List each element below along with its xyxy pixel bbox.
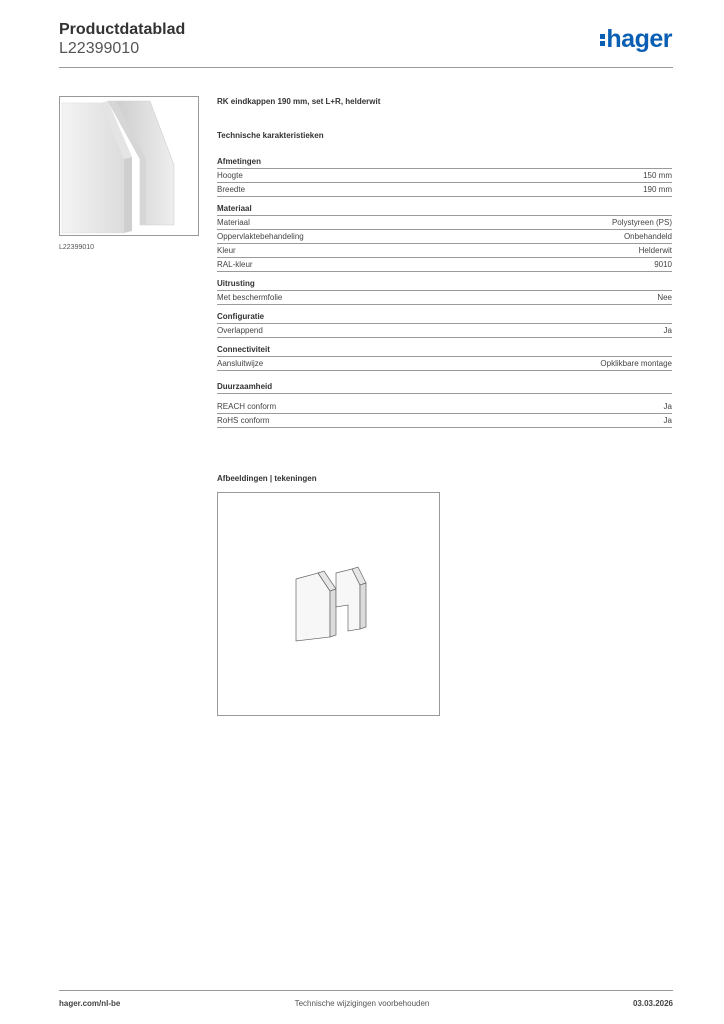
spec-value: 9010 — [654, 260, 672, 269]
product-image — [59, 96, 199, 236]
product-title: RK eindkappen 190 mm, set L+R, helderwit — [217, 97, 381, 106]
footer-disclaimer: Technische wijzigingen voorbehouden — [294, 999, 430, 1008]
header-divider — [59, 67, 673, 68]
group-title-duurzaamheid: Duurzaamheid — [217, 382, 672, 394]
end-cap-drawing-icon — [218, 493, 439, 715]
spec-row — [217, 244, 672, 258]
spec-row — [217, 400, 672, 414]
spec-label: Breedte — [217, 185, 246, 194]
spec-row — [217, 258, 672, 272]
spec-row — [217, 183, 672, 197]
spec-value: 150 mm — [643, 171, 672, 180]
spec-row — [217, 216, 672, 230]
page-title: Productdatablad — [59, 21, 186, 38]
section-title-images: Afbeeldingen | tekeningen — [217, 474, 317, 483]
group-title-configuratie: Configuratie — [217, 312, 672, 324]
group-title-afmetingen: Afmetingen — [217, 157, 672, 169]
group-title-uitrusting: Uitrusting — [217, 279, 672, 291]
spec-row — [217, 230, 672, 244]
footer-date: 03.03.2026 — [632, 999, 673, 1008]
spec-label: Materiaal — [217, 218, 250, 227]
spec-label: Met beschermfolie — [217, 293, 283, 302]
group-title-connectiviteit: Connectiviteit — [217, 345, 672, 357]
spec-label: REACH conform — [217, 402, 277, 411]
spec-label: Kleur — [217, 246, 236, 255]
section-title-technical: Technische karakteristieken — [217, 131, 324, 140]
spec-value: Polystyreen (PS) — [611, 218, 672, 227]
spec-value: Helderwit — [638, 246, 672, 255]
group-title-materiaal: Materiaal — [217, 204, 672, 216]
end-cap-photo-icon — [60, 97, 198, 235]
spec-row — [217, 357, 672, 371]
footer-divider — [59, 990, 673, 991]
spec-value: Ja — [663, 402, 672, 411]
spec-value: Opklikbare montage — [600, 359, 672, 368]
logo-text: hager — [606, 25, 672, 53]
footer-website-link[interactable]: hager.com/nl-be — [59, 999, 121, 1008]
spec-label: Aansluitwijze — [217, 359, 264, 368]
spec-row — [217, 169, 672, 183]
image-caption: L22399010 — [59, 244, 95, 251]
spec-value: Ja — [663, 416, 672, 425]
spec-value: Ja — [663, 326, 672, 335]
spec-row — [217, 324, 672, 338]
logo-dots-icon — [600, 33, 605, 47]
spec-row — [217, 291, 672, 305]
spec-row — [217, 414, 672, 428]
product-code: L22399010 — [59, 40, 140, 57]
spec-label: RAL-kleur — [217, 260, 253, 269]
technical-drawing — [217, 492, 440, 716]
spec-value: 190 mm — [643, 185, 672, 194]
hager-logo[interactable] — [600, 27, 672, 52]
spec-label: Hoogte — [217, 171, 243, 180]
spec-label: RoHS conform — [217, 416, 270, 425]
spec-table — [217, 157, 672, 428]
spec-value: Onbehandeld — [623, 232, 672, 241]
spec-value: Nee — [657, 293, 672, 302]
spec-label: Overlappend — [217, 326, 263, 335]
spec-label: Oppervlaktebehandeling — [217, 232, 304, 241]
